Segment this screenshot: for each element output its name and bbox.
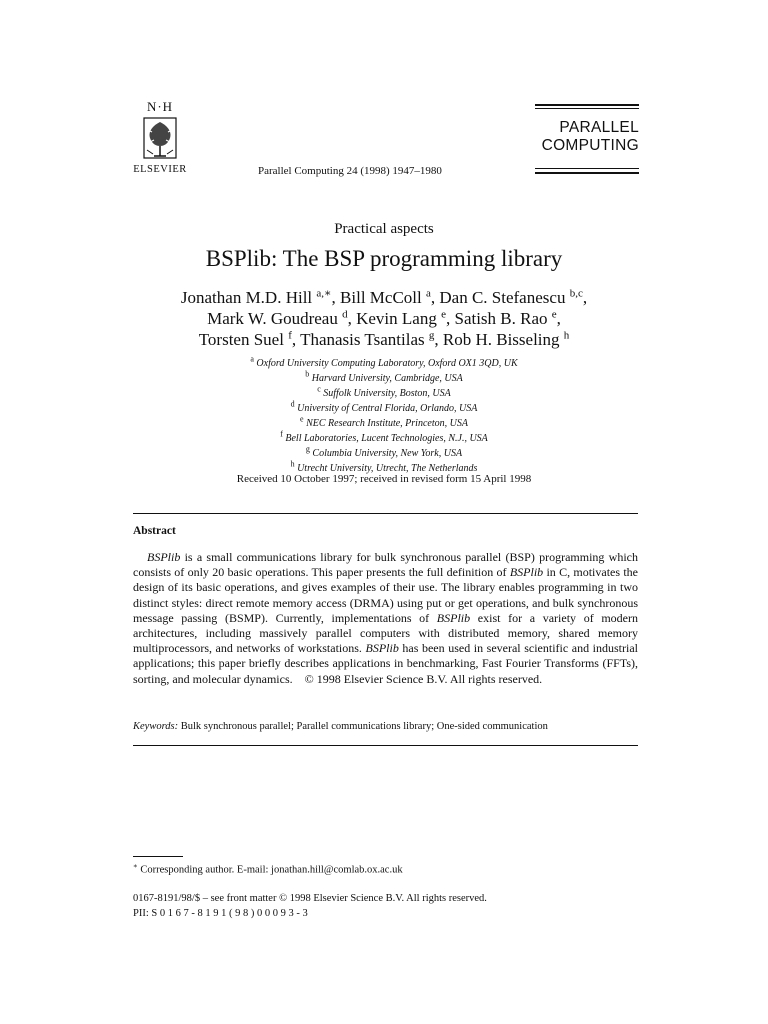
affiliation bbox=[0, 356, 768, 371]
front-matter bbox=[133, 891, 487, 921]
affiliation bbox=[0, 416, 768, 431]
author-affiliation-mark: e bbox=[441, 308, 446, 321]
author-line bbox=[0, 308, 768, 329]
affiliation-text: Bell Laboratories, Lucent Technologies, N.J., USA bbox=[285, 433, 488, 444]
keywords bbox=[133, 721, 638, 732]
abstract-segment: is a small communications library for bulk synchronous parallel (BSP) programming which consists of only 20 basic operations. This paper presents the full definition of bbox=[133, 550, 638, 580]
affiliation bbox=[0, 371, 768, 386]
author-separator: , bbox=[445, 309, 455, 328]
journal-title-line: COMPUTING bbox=[541, 137, 639, 154]
author-affiliation-mark: f bbox=[288, 329, 292, 342]
author-affiliation-mark: a,∗ bbox=[316, 287, 332, 300]
affiliation bbox=[0, 401, 768, 416]
imprint-mark: N·H bbox=[146, 99, 174, 114]
author-name: Bill McColl bbox=[340, 288, 422, 307]
issn-line: 0167-8191/98/$ – see front matter © 1998 Elsevier Science B.V. All rights reserved. bbox=[133, 893, 487, 904]
article-title: BSPlib: The BSP programming library bbox=[205, 246, 563, 271]
abstract-body bbox=[133, 550, 638, 687]
abstract-heading: Abstract bbox=[133, 525, 176, 537]
author-name: Rob H. Bisseling bbox=[442, 330, 560, 349]
elsevier-tree-icon bbox=[138, 116, 182, 162]
affiliation-text: Suffolk University, Boston, USA bbox=[323, 388, 451, 399]
affiliation bbox=[0, 446, 768, 461]
author-line bbox=[0, 287, 768, 308]
affiliation-key: c bbox=[317, 384, 321, 394]
affiliation-key: e bbox=[300, 414, 304, 424]
abstract-segment: BSPlib bbox=[365, 641, 399, 656]
footnote-text: Corresponding author. E-mail: jonathan.hill@comlab.ox.ac.uk bbox=[140, 864, 403, 876]
affiliation-key: g bbox=[305, 444, 310, 454]
author-name: Kevin Lang bbox=[356, 309, 437, 328]
abstract-bottom-rule bbox=[133, 745, 638, 746]
abstract-segment: exist for a variety of modern architectures, including massively parallel computers with distributed memory, shared memory multiprocessors, and networks of workstations. bbox=[133, 610, 639, 656]
masthead-rule bbox=[535, 172, 639, 174]
affiliation-text: Oxford University Computing Laboratory, Oxford OX1 3QD, UK bbox=[256, 358, 518, 369]
author-affiliation-mark: b,c bbox=[569, 287, 583, 300]
footnote-rule bbox=[133, 856, 183, 857]
publisher-name: ELSEVIER bbox=[133, 164, 187, 175]
journal-masthead bbox=[535, 104, 639, 163]
masthead-rule bbox=[535, 104, 639, 106]
affiliation-key: f bbox=[280, 429, 283, 439]
affiliation-key: b bbox=[305, 369, 310, 379]
author-separator: , bbox=[556, 309, 561, 328]
author-line bbox=[0, 329, 768, 350]
abstract-segment: BSPlib bbox=[509, 565, 544, 580]
affiliation-text: Harvard University, Cambridge, USA bbox=[311, 373, 463, 384]
abstract-top-rule bbox=[133, 513, 638, 514]
masthead-rule bbox=[535, 108, 639, 109]
author-name: Mark W. Goudreau bbox=[207, 309, 338, 328]
author-separator: , bbox=[434, 330, 443, 349]
keywords-label: Keywords: bbox=[133, 721, 179, 732]
keywords-text: Bulk synchronous parallel; Parallel communications library; One-sided communication bbox=[180, 721, 548, 732]
abstract-segment: BSPlib bbox=[147, 550, 181, 564]
author-separator: , bbox=[430, 288, 440, 307]
author-name: Thanasis Tsantilas bbox=[300, 330, 425, 349]
author-affiliation-mark: d bbox=[342, 308, 348, 321]
author-affiliation-mark: h bbox=[563, 329, 570, 342]
journal-title bbox=[535, 119, 639, 155]
affiliation-text: Columbia University, New York, USA bbox=[312, 448, 463, 459]
publisher-logo bbox=[130, 100, 190, 175]
author-separator: , bbox=[347, 309, 357, 328]
author-separator: , bbox=[331, 288, 341, 307]
section-heading: Practical aspects bbox=[334, 221, 434, 237]
affiliation-list bbox=[0, 356, 768, 476]
author-name: Dan C. Stefanescu bbox=[439, 288, 566, 307]
author-separator: , bbox=[582, 288, 588, 307]
pii-line: PII: S 0 1 6 7 - 8 1 9 1 ( 9 8 ) 0 0 0 9 3 - 3 bbox=[133, 908, 308, 919]
author-affiliation-mark: g bbox=[428, 329, 435, 342]
author-affiliation-mark: a bbox=[426, 287, 431, 300]
author-list bbox=[0, 287, 768, 350]
abstract-segment: BSPlib bbox=[436, 610, 471, 625]
masthead-bottom-rules bbox=[535, 168, 639, 177]
affiliation-key: d bbox=[290, 399, 295, 409]
footnote-mark: ∗ bbox=[133, 862, 138, 870]
affiliation-text: Utrecht University, Utrecht, The Netherlands bbox=[297, 463, 478, 474]
journal-citation: Parallel Computing 24 (1998) 1947–1980 bbox=[258, 165, 442, 177]
journal-title-line: PARALLEL bbox=[559, 119, 639, 136]
author-name: Torsten Suel bbox=[198, 330, 284, 349]
affiliation bbox=[0, 386, 768, 401]
affiliation bbox=[0, 431, 768, 446]
abstract-segment: has been used in several scientific and industrial applications; this paper briefly describes applications in benchmarking, Fast Fourier Transforms (FFTs), sorting, and molecular dynamics. © 1998 Elsevier Science B.V. All rights reserved. bbox=[133, 641, 638, 686]
affiliation-key: a bbox=[250, 354, 254, 364]
abstract-segment: in C, motivates the design of its basic operations, and gives examples of their use. The library enables programming in two distinct styles: direct remote memory access (DRMA) using put or get operations, and bulk synchronous message passing (BSMP). Currently, implementations of bbox=[133, 565, 638, 625]
masthead-rule bbox=[535, 168, 639, 169]
author-name: Satish B. Rao bbox=[454, 309, 548, 328]
author-separator: , bbox=[291, 330, 301, 349]
affiliation-key: h bbox=[290, 459, 295, 469]
affiliation-text: NEC Research Institute, Princeton, USA bbox=[306, 418, 468, 429]
corresponding-author-footnote bbox=[133, 862, 403, 876]
received-dates: Received 10 October 1997; received in revised form 15 April 1998 bbox=[236, 473, 532, 485]
author-name: Jonathan M.D. Hill bbox=[180, 288, 313, 307]
author-affiliation-mark: e bbox=[551, 308, 557, 321]
affiliation-text: University of Central Florida, Orlando, USA bbox=[297, 403, 478, 414]
